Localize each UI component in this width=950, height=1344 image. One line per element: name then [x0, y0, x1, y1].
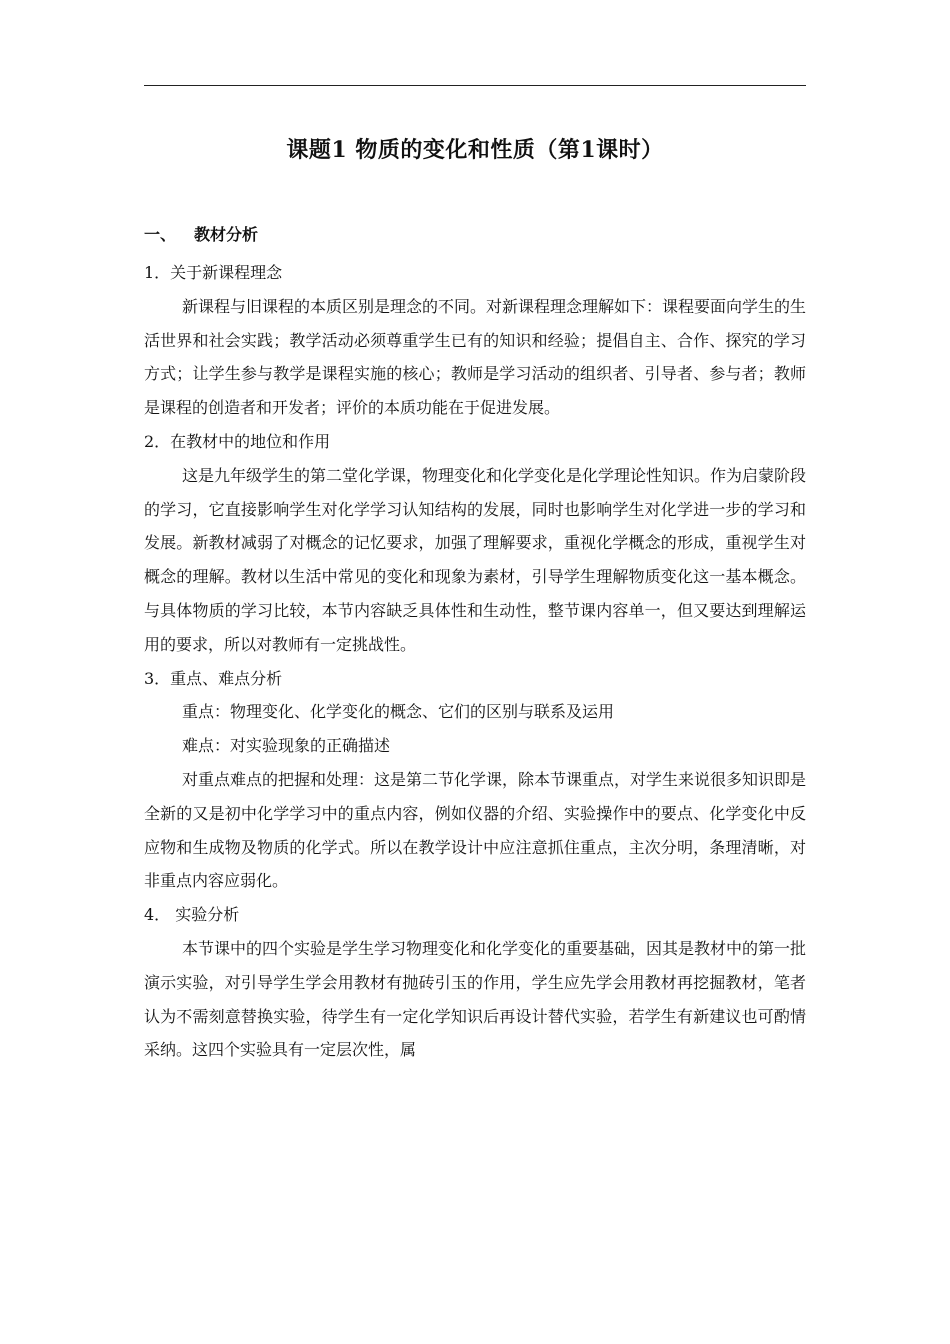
header-rule — [144, 85, 806, 86]
key-point-line: 重点：物理变化、化学变化的概念、它们的区别与联系及运用 — [182, 702, 615, 722]
section-title: 教材分析 — [194, 225, 259, 244]
document-body — [144, 256, 806, 1067]
item-heading-4: 4． 实验分析 — [144, 905, 240, 925]
item-paragraph-3: 对重点难点的把握和处理：这是第二节化学课，除本节课重点，对学生来说很多知识即是全新的又是初中化学学习中的重点内容，例如仪器的介绍、实验操作中的要点、化学变化中反应物和生成物及物质的化学式。所以在教学设计中应注意抓住重点，主次分明，条理清晰，对非重点内容应弱化。 — [144, 769, 807, 891]
difficulty-line: 难点：对实验现象的正确描述 — [182, 736, 391, 756]
item-paragraph-2: 这是九年级学生的第二堂化学课，物理变化和化学变化是化学理论性知识。作为启蒙阶段的学习，它直接影响学生对化学学习认知结构的发展，同时也影响学生对化学进一步的学习和发展。新教材减弱了对概念的记忆要求，加强了理解要求，重视化学概念的形成，重视学生对概念的理解。教材以生活中常见的变化和现象为素材，引导学生理解物质变化这一基本概念。与具体物质的学习比较，本节内容缺乏具体性和生动性，整节课内容单一，但又要达到理解运用的要求，所以对教师有一定挑战性。 — [144, 465, 807, 654]
item-paragraph-4: 本节课中的四个实验是学生学习物理变化和化学变化的重要基础，因其是教材中的第一批演示实验，对引导学生学会用教材有抛砖引玉的作用，学生应先学会用教材再挖掘教材，笔者认为不需刻意替换实验，待学生有一定化学知识后再设计替代实验，若学生有新建议也可酌情采纳。这四个实验具有一定层次性，属 — [144, 938, 807, 1060]
section-heading — [144, 223, 258, 247]
document-title: 课题1 物质的变化和性质（第1课时） — [286, 137, 664, 163]
item-heading-2: 2．在教材中的地位和作用 — [144, 431, 331, 451]
item-paragraph-1: 新课程与旧课程的本质区别是理念的不同。对新课程理念理解如下：课程要面向学生的生活世界和社会实践；教学活动必须尊重学生已有的知识和经验；提倡自主、合作、探究的学习方式；让学生参与教学是课程实施的核心；教师是学习活动的组织者、引导者、参与者；教师是课程的创造者和开发者；评价的本质功能在于促进发展。 — [144, 296, 807, 418]
item-heading-3: 3．重点、难点分析 — [144, 668, 283, 688]
item-heading-1: 1．关于新课程理念 — [144, 263, 283, 282]
section-number: 一、 — [144, 225, 177, 244]
